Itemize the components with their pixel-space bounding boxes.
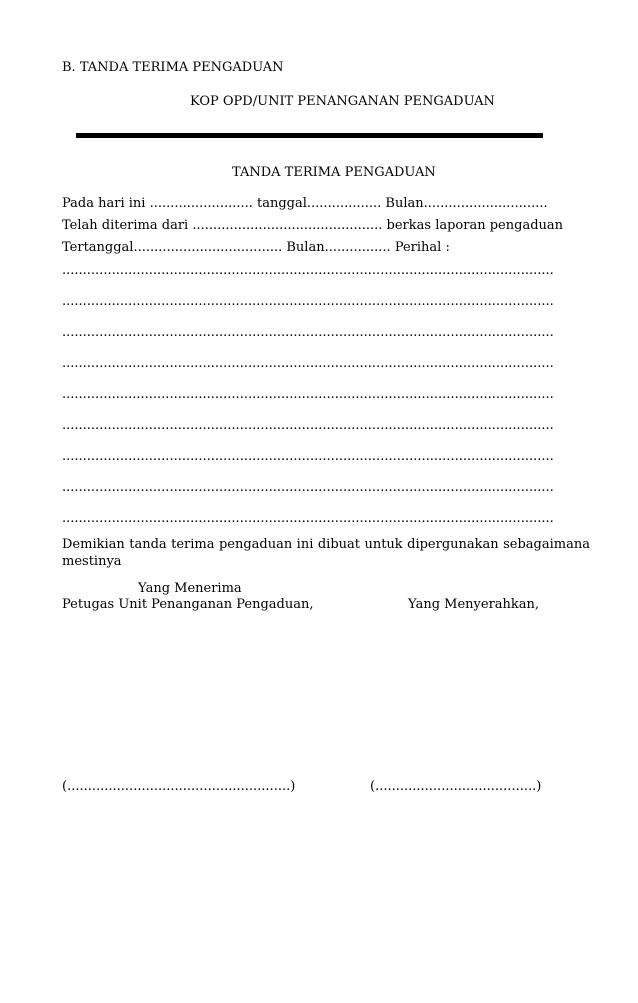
- section-heading: B. TANDA TERIMA PENGADUAN: [62, 60, 284, 75]
- dotted-line: .......................................................................................................................: [62, 418, 554, 433]
- receiver-signature-line: (......................................................): [62, 779, 296, 794]
- dotted-line: .......................................................................................................................: [62, 325, 554, 340]
- dotted-line: .......................................................................................................................: [62, 387, 554, 402]
- closing-paragraph: Demikian tanda terima pengaduan ini dibuat untuk dipergunakan sebagaimana mestinya: [62, 537, 590, 569]
- letterhead-title: KOP OPD/UNIT PENANGANAN PENGADUAN: [190, 94, 495, 109]
- dotted-line: .......................................................................................................................: [62, 511, 554, 526]
- submitter-role: Yang Menyerahkan,: [408, 597, 540, 612]
- submitter-signature-line: (.......................................): [370, 779, 542, 794]
- dotted-line: .......................................................................................................................: [62, 449, 554, 464]
- dotted-line: .......................................................................................................................: [62, 294, 554, 309]
- receiver-title: Yang Menerima: [138, 581, 242, 596]
- dotted-line: .......................................................................................................................: [62, 480, 554, 495]
- receiver-role: Petugas Unit Penanganan Pengaduan,: [62, 597, 314, 612]
- form-title: TANDA TERIMA PENGADUAN: [232, 165, 436, 180]
- dotted-line: .......................................................................................................................: [62, 263, 554, 278]
- dotted-line: .......................................................................................................................: [62, 356, 554, 371]
- received-from-line: Telah diterima dari .............................................. berkas laporan pengaduan: [62, 218, 564, 233]
- letterhead-divider: [76, 133, 543, 138]
- day-date-line: Pada hari ini ......................... tanggal.................. Bulan..............................: [62, 196, 548, 211]
- dated-subject-line: Tertanggal.................................... Bulan................ Perihal :: [62, 240, 450, 255]
